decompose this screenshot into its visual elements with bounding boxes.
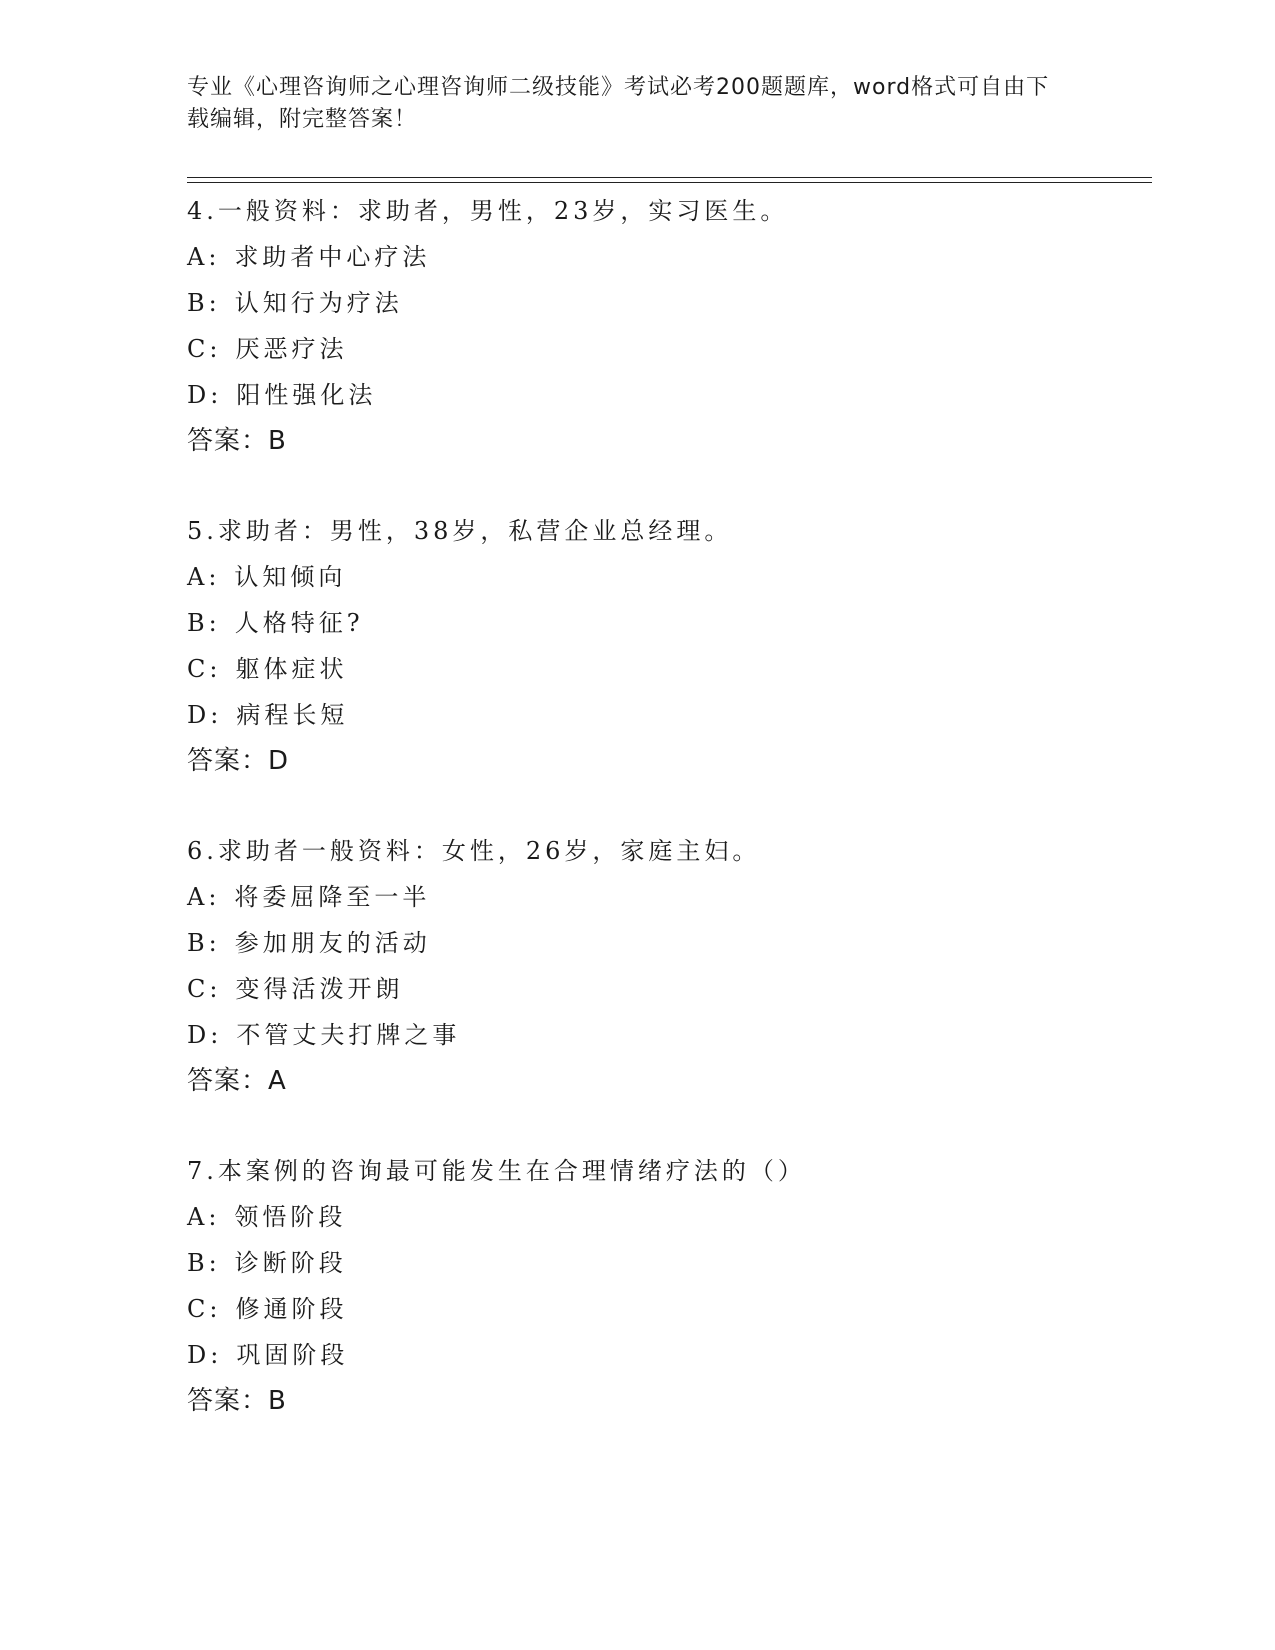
answer-line: 答案：D — [187, 746, 290, 776]
option-c — [187, 646, 1147, 692]
question-4 — [187, 188, 1147, 464]
option-text: 不管丈夫打牌之事 — [236, 1021, 461, 1049]
document-header — [187, 72, 1067, 136]
option-letter: B: — [187, 1249, 221, 1277]
option-letter: C: — [187, 1295, 222, 1323]
option-a — [187, 554, 1147, 600]
option-c — [187, 1286, 1147, 1332]
option-letter: D: — [187, 1021, 223, 1049]
option-text: 躯体症状 — [235, 655, 348, 683]
option-text: 病程长短 — [236, 701, 349, 729]
option-letter: B: — [187, 929, 221, 957]
option-text: 厌恶疗法 — [235, 335, 348, 363]
option-letter: C: — [187, 655, 222, 683]
option-text: 领悟阶段 — [234, 1203, 347, 1231]
header-divider-bottom — [187, 182, 1152, 183]
option-text: 修通阶段 — [235, 1295, 348, 1323]
option-letter: B: — [187, 289, 221, 317]
option-a — [187, 234, 1147, 280]
option-text: 变得活泼开朗 — [235, 975, 404, 1003]
option-letter: A: — [187, 243, 221, 271]
option-c — [187, 966, 1147, 1012]
question-7 — [187, 1148, 1147, 1424]
option-d — [187, 1332, 1147, 1378]
option-b — [187, 920, 1147, 966]
option-d — [187, 1012, 1147, 1058]
answer-line: 答案：B — [187, 1386, 287, 1416]
option-d — [187, 692, 1147, 738]
option-letter: D: — [187, 381, 223, 409]
question-5 — [187, 508, 1147, 784]
question-stem: 4.一般资料：求助者，男性，23岁，实习医生。 — [187, 197, 789, 225]
option-a — [187, 874, 1147, 920]
option-text: 诊断阶段 — [234, 1249, 347, 1277]
option-letter: D: — [187, 1341, 223, 1369]
option-a — [187, 1194, 1147, 1240]
question-6 — [187, 828, 1147, 1104]
header-divider-top — [187, 177, 1152, 178]
option-letter: A: — [187, 1203, 221, 1231]
option-c — [187, 326, 1147, 372]
option-letter: A: — [187, 563, 221, 591]
option-letter: D: — [187, 701, 223, 729]
option-letter: C: — [187, 975, 222, 1003]
header-text: 专业《心理咨询师之心理咨询师二级技能》考试必考200题题库，word格式可自由下载编辑，附完整答案！ — [187, 75, 1050, 132]
option-letter: B: — [187, 609, 221, 637]
question-stem: 7.本案例的咨询最可能发生在合理情绪疗法的（） — [187, 1157, 806, 1185]
option-letter: C: — [187, 335, 222, 363]
option-text: 阳性强化法 — [236, 381, 377, 409]
option-text: 认知倾向 — [234, 563, 347, 591]
option-text: 参加朋友的活动 — [234, 929, 431, 957]
option-text: 巩固阶段 — [236, 1341, 349, 1369]
option-b — [187, 1240, 1147, 1286]
option-b — [187, 600, 1147, 646]
option-text: 人格特征? — [234, 609, 364, 637]
answer-line: 答案：B — [187, 426, 287, 456]
option-d — [187, 372, 1147, 418]
option-b — [187, 280, 1147, 326]
option-letter: A: — [187, 883, 221, 911]
option-text: 求助者中心疗法 — [234, 243, 431, 271]
question-stem: 5.求助者：男性，38岁，私营企业总经理。 — [187, 517, 733, 545]
option-text: 认知行为疗法 — [234, 289, 403, 317]
answer-line: 答案：A — [187, 1066, 287, 1096]
question-stem: 6.求助者一般资料：女性，26岁，家庭主妇。 — [187, 837, 761, 865]
option-text: 将委屈降至一半 — [234, 883, 431, 911]
